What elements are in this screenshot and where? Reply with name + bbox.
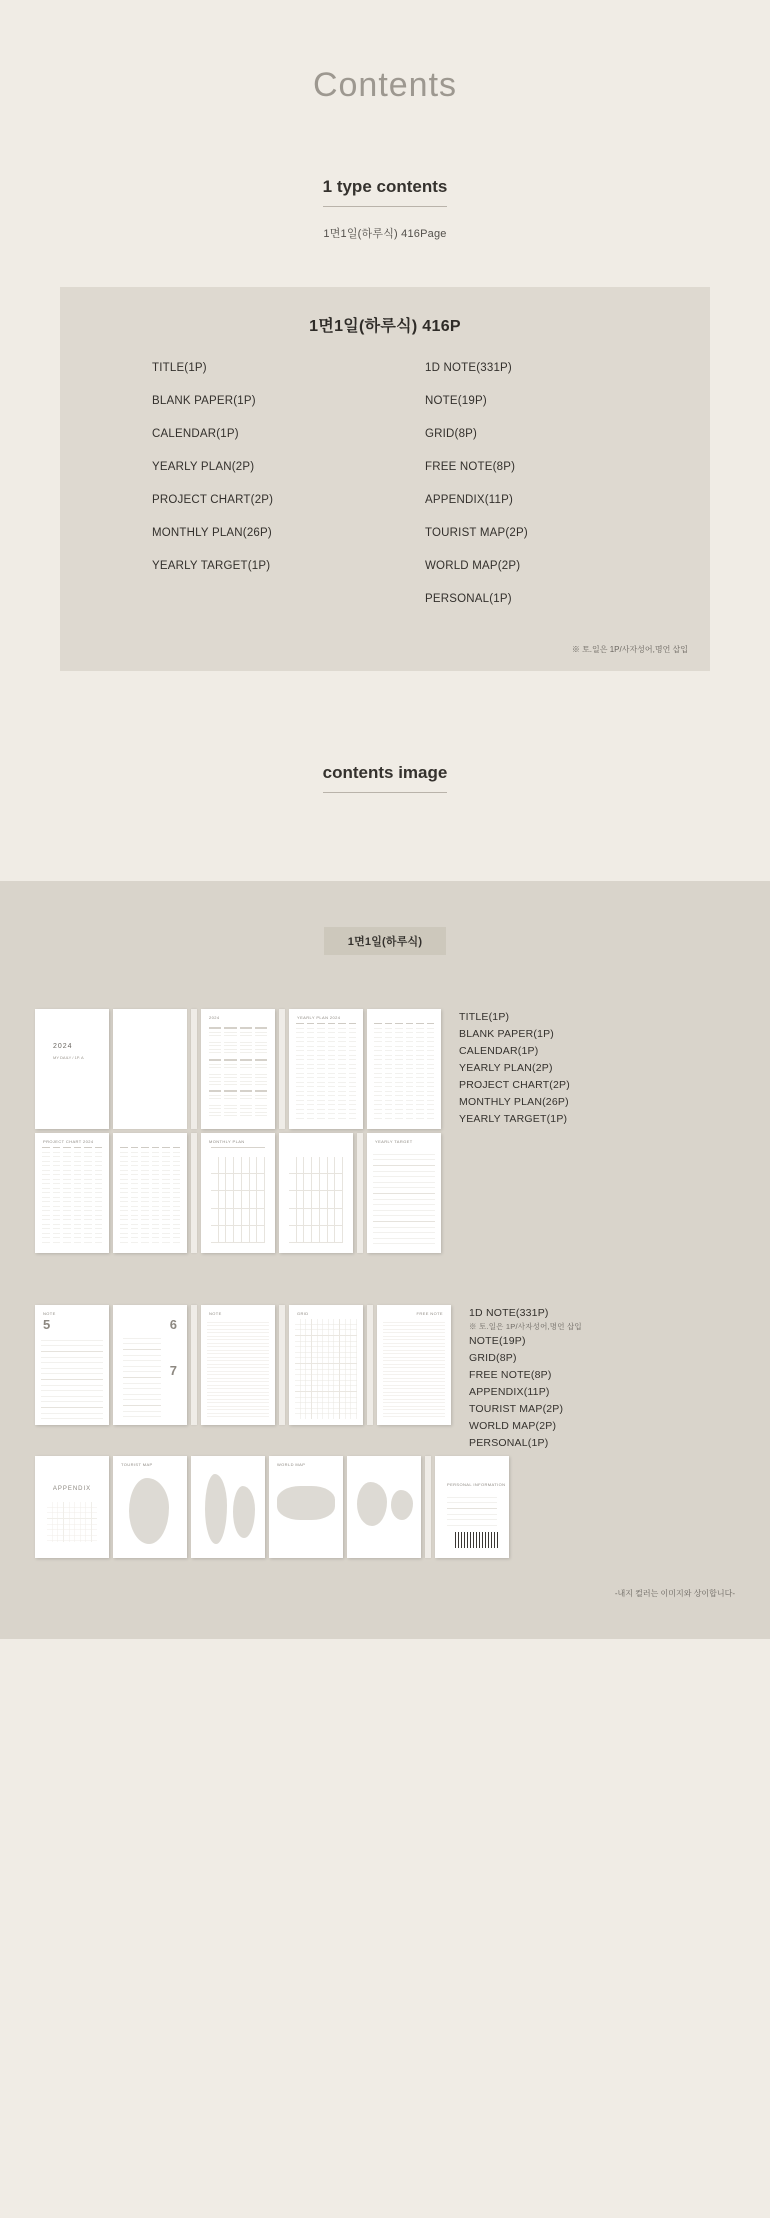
preview-world-map-right — [347, 1456, 421, 1558]
label-item: GRID(8P) — [469, 1352, 517, 1364]
day-number: 6 — [169, 1317, 177, 1332]
card-item: APPENDIX(11P) — [425, 494, 514, 506]
yearly-plan-header: YEARLY PLAN 2024 — [297, 1015, 341, 1020]
card-item: MONTHLY PLAN(26P) — [152, 527, 272, 539]
label-item: CALENDAR(1P) — [459, 1045, 539, 1057]
preview-yearly-plan-right — [367, 1009, 441, 1129]
preview-free-note-page — [377, 1305, 451, 1425]
project-chart-columns — [120, 1147, 180, 1245]
tourist-map-header: TOURIST MAP — [121, 1462, 153, 1467]
preview-tourist-map-right — [191, 1456, 265, 1558]
yearly-plan-columns — [296, 1023, 356, 1121]
label-item: PERSONAL(1P) — [469, 1437, 549, 1449]
title-year: 2024 — [53, 1043, 73, 1050]
preview-spacer — [357, 1133, 363, 1253]
label-item: YEARLY TARGET(1P) — [459, 1113, 568, 1125]
card-item: PROJECT CHART(2P) — [152, 494, 274, 506]
preview-project-chart-right — [113, 1133, 187, 1253]
card-item: 1D NOTE(331P) — [425, 362, 512, 374]
calendar-months-grid — [209, 1027, 267, 1119]
day-number: 5 — [43, 1317, 51, 1332]
section-title: 1 type contents — [323, 177, 448, 207]
section-title: contents image — [323, 763, 448, 793]
monthly-plan-grid — [211, 1157, 265, 1243]
label-item: BLANK PAPER(1P) — [459, 1028, 555, 1040]
preview-grid-page — [289, 1305, 363, 1425]
yearly-target-header: YEARLY TARGET — [375, 1139, 413, 1144]
band-footnote: -내지 컬러는 이미지와 상이합니다- — [614, 1589, 735, 1598]
preview-yearly-target — [367, 1133, 441, 1253]
preview-spacer — [279, 1305, 285, 1425]
note-header: NOTE — [43, 1311, 56, 1316]
label-item: TITLE(1P) — [459, 1011, 510, 1023]
preview-spacer — [425, 1456, 431, 1558]
card-item: PERSONAL(1P) — [425, 593, 512, 605]
card-item: BLANK PAPER(1P) — [152, 395, 256, 407]
calendar-header: 2024 — [209, 1015, 220, 1020]
card-item: CALENDAR(1P) — [152, 428, 239, 440]
preview-title-page — [35, 1009, 109, 1129]
project-chart-header: PROJECT CHART 2024 — [43, 1139, 94, 1144]
free-note-header: FREE NOTE — [416, 1311, 443, 1316]
preview-blank-page — [113, 1009, 187, 1129]
barcode-icon — [455, 1532, 499, 1548]
page-preview-grid — [35, 1009, 735, 1558]
note-header: NOTE — [209, 1311, 222, 1316]
label-item: PROJECT CHART(2P) — [459, 1079, 570, 1091]
card-columns — [60, 362, 710, 626]
card-column-right — [367, 362, 640, 626]
preview-spacer — [191, 1305, 197, 1425]
card-item: TOURIST MAP(2P) — [425, 527, 528, 539]
label-item: YEARLY PLAN(2P) — [459, 1062, 553, 1074]
preview-yearly-plan-left — [289, 1009, 363, 1129]
section-heading-1-type-contents — [0, 177, 770, 207]
card-footnote: ※ 토.일은 1P/사자성어,명언 삽입 — [571, 645, 688, 654]
grid-header: GRID — [297, 1311, 309, 1316]
preview-spacer — [191, 1009, 197, 1129]
section-heading-contents-image — [0, 763, 770, 793]
preview-monthly-plan-right — [279, 1133, 353, 1253]
label-item: APPENDIX(11P) — [469, 1386, 550, 1398]
world-map-header: WORLD MAP — [277, 1462, 306, 1467]
preview-world-map-left — [269, 1456, 343, 1558]
preview-note-page — [201, 1305, 275, 1425]
card-item: YEARLY TARGET(1P) — [152, 560, 271, 572]
preview-spacer — [191, 1133, 197, 1253]
section-subtitle: 1면1일(하루식) 416Page — [323, 228, 447, 240]
yearly-plan-columns — [374, 1023, 434, 1121]
card-column-left — [152, 362, 367, 626]
label-item: WORLD MAP(2P) — [469, 1420, 557, 1432]
preview-row — [35, 1456, 735, 1558]
preview-personal-page — [435, 1456, 509, 1558]
preview-1d-note-left — [35, 1305, 109, 1425]
preview-spacer — [279, 1009, 285, 1129]
label-item: NOTE(19P) — [469, 1335, 526, 1347]
group2-labels — [455, 1305, 735, 1452]
monthly-plan-grid — [289, 1157, 343, 1243]
preview-tourist-map-left — [113, 1456, 187, 1558]
card-item: FREE NOTE(8P) — [425, 461, 516, 473]
card-item: YEARLY PLAN(2P) — [152, 461, 255, 473]
card-item: GRID(8P) — [425, 428, 478, 440]
preview-spacer — [367, 1305, 373, 1425]
page-title: Contents — [312, 66, 458, 104]
card-item: WORLD MAP(2P) — [425, 560, 521, 572]
label-item: 1D NOTE(331P) — [469, 1307, 549, 1319]
label-item: TOURIST MAP(2P) — [469, 1403, 564, 1415]
monthly-plan-header: MONTHLY PLAN — [209, 1139, 245, 1144]
band-tag: 1면1일(하루식) — [324, 927, 446, 955]
preview-row — [35, 1305, 735, 1452]
preview-monthly-plan-left — [201, 1133, 275, 1253]
appendix-header: APPENDIX — [52, 1486, 92, 1492]
label-item: MONTHLY PLAN(26P) — [459, 1096, 569, 1108]
preview-appendix-page — [35, 1456, 109, 1558]
preview-1d-note-right — [113, 1305, 187, 1425]
preview-row — [35, 1133, 735, 1253]
personal-header: PERSONAL INFORMATION — [447, 1482, 506, 1487]
card-title: 1면1일(하루식) 416P — [309, 318, 461, 335]
card-item: TITLE(1P) — [152, 362, 207, 374]
label-item: FREE NOTE(8P) — [469, 1369, 552, 1381]
card-item: NOTE(19P) — [425, 395, 487, 407]
preview-calendar-page — [201, 1009, 275, 1129]
preview-row — [35, 1009, 735, 1129]
group1-labels — [445, 1009, 735, 1128]
day-number: 7 — [169, 1363, 177, 1378]
title-sub: MY DAILY / 1P. A — [53, 1055, 84, 1060]
label-note: ※ 토.일은 1P/사자성어,명언 삽입 — [469, 1322, 582, 1331]
preview-project-chart-left — [35, 1133, 109, 1253]
contents-card — [60, 287, 710, 671]
project-chart-columns — [42, 1147, 102, 1245]
contents-image-band — [0, 881, 770, 1639]
